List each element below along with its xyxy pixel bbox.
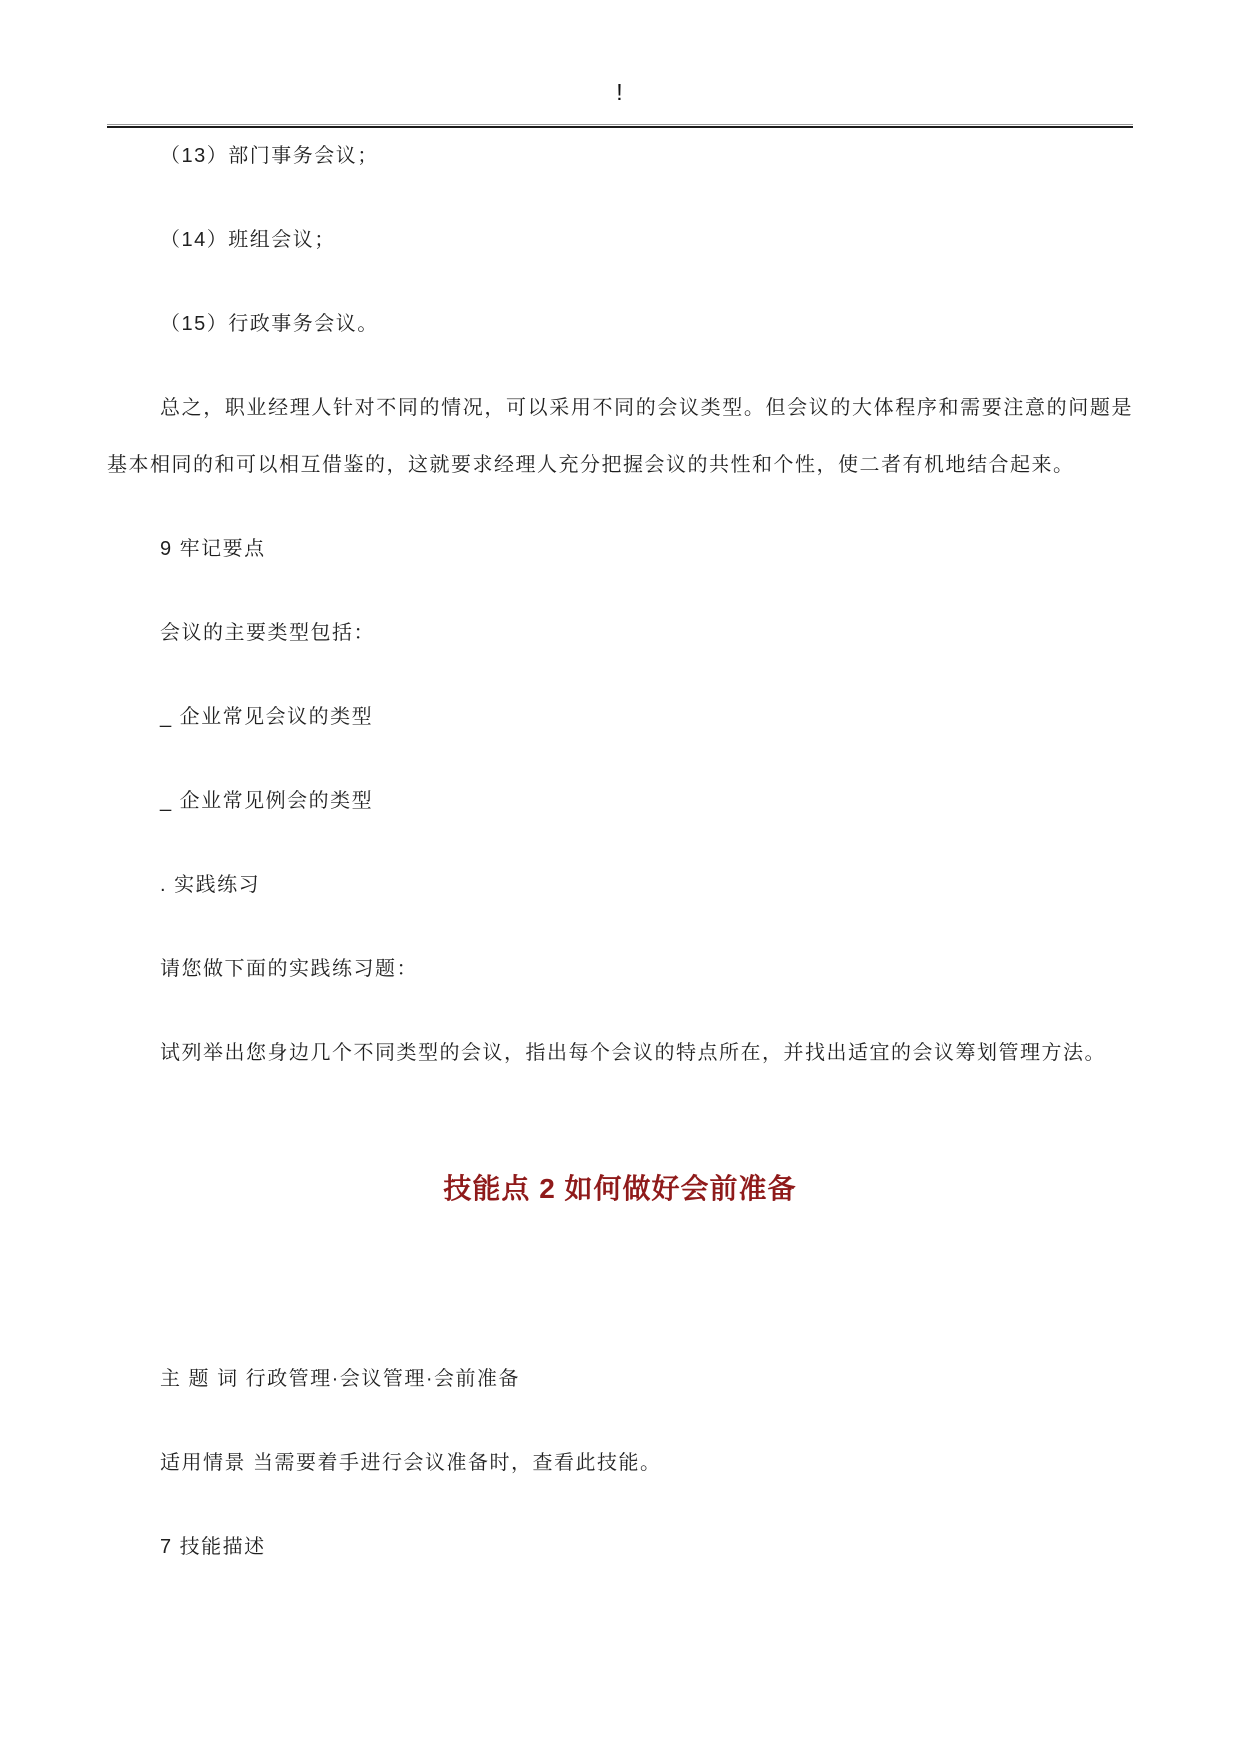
- paragraph-key-points-label: 9 牢记要点: [160, 538, 266, 560]
- paragraph-meeting-types-intro: 会议的主要类型包括：: [160, 622, 375, 644]
- paragraph-item-14: （14）班组会议；: [160, 229, 336, 251]
- paragraph-summary: 总之，职业经理人针对不同的情况，可以采用不同的会议类型。但会议的大体程序和需要注意的问题是基本相同的和可以相互借鉴的，这就要求经理人充分把握会议的共性和个性，使二者有机地结合起来。: [107, 397, 1133, 476]
- paragraph-bullet-common-meetings: _ 企业常见会议的类型: [160, 706, 374, 728]
- paragraph-bullet-regular-meetings: _ 企业常见例会的类型: [160, 790, 374, 812]
- paragraph-skill-description-label: 7 技能描述: [160, 1536, 266, 1558]
- paragraph-practice-intro: 请您做下面的实践练习题：: [160, 958, 418, 980]
- document-body: [107, 128, 1133, 1576]
- paragraph-practice-label: . 实践练习: [160, 874, 261, 896]
- paragraph-subject-words: 主 题 词 行政管理·会议管理·会前准备: [160, 1368, 520, 1390]
- paragraph-applicable-scenario: 适用情景 当需要着手进行会议准备时，查看此技能。: [160, 1452, 662, 1474]
- paragraph-item-13: （13）部门事务会议；: [160, 145, 379, 167]
- section-heading-skill-2: 技能点 2 如何做好会前准备: [443, 1173, 797, 1204]
- paragraph-practice-question: 试列举出您身边几个不同类型的会议，指出每个会议的特点所在，并找出适宜的会议筹划管理方法。: [160, 1042, 1106, 1064]
- header-mark: !: [616, 79, 624, 105]
- paragraph-item-15: （15）行政事务会议。: [160, 313, 379, 335]
- page-header: [107, 0, 1133, 106]
